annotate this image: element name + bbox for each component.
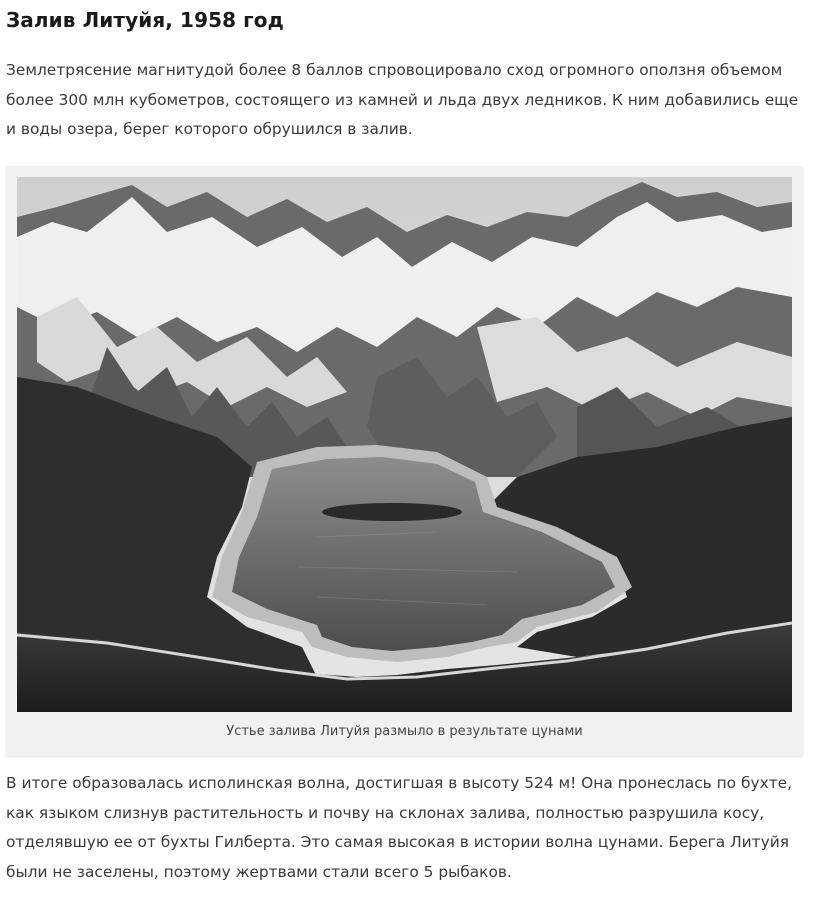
cenotaph-island (322, 503, 462, 521)
intro-paragraph: Землетрясение магнитудой более 8 баллов спровоцировало сход огромного оползня объемом более 300 млн кубометров, состоящего из камней и льда двух ледников. К ним добавились еще и воды озера, берег которого обрушился в залив. (6, 61, 799, 138)
figure-caption: Устье залива Литуйя размыло в результате цунами (226, 724, 583, 739)
outro-paragraph: В итоге образовалась исполинская волна, достигшая в высоту 524 м! Она пронеслась по бухте, как языком слизнув растительность и почву на склонах залива, полностью разрушила косу, отделявшую ее от бухты Гилберта. Это самая высокая в истории волна цунами. Берега Литуйя были не заселены, поэтому жертвами стали всего 5 рыбаков. (6, 774, 793, 881)
article-title: Залив Литуйя, 1958 год (6, 8, 284, 32)
lituya-bay-photo (17, 177, 792, 712)
figure (6, 166, 803, 756)
